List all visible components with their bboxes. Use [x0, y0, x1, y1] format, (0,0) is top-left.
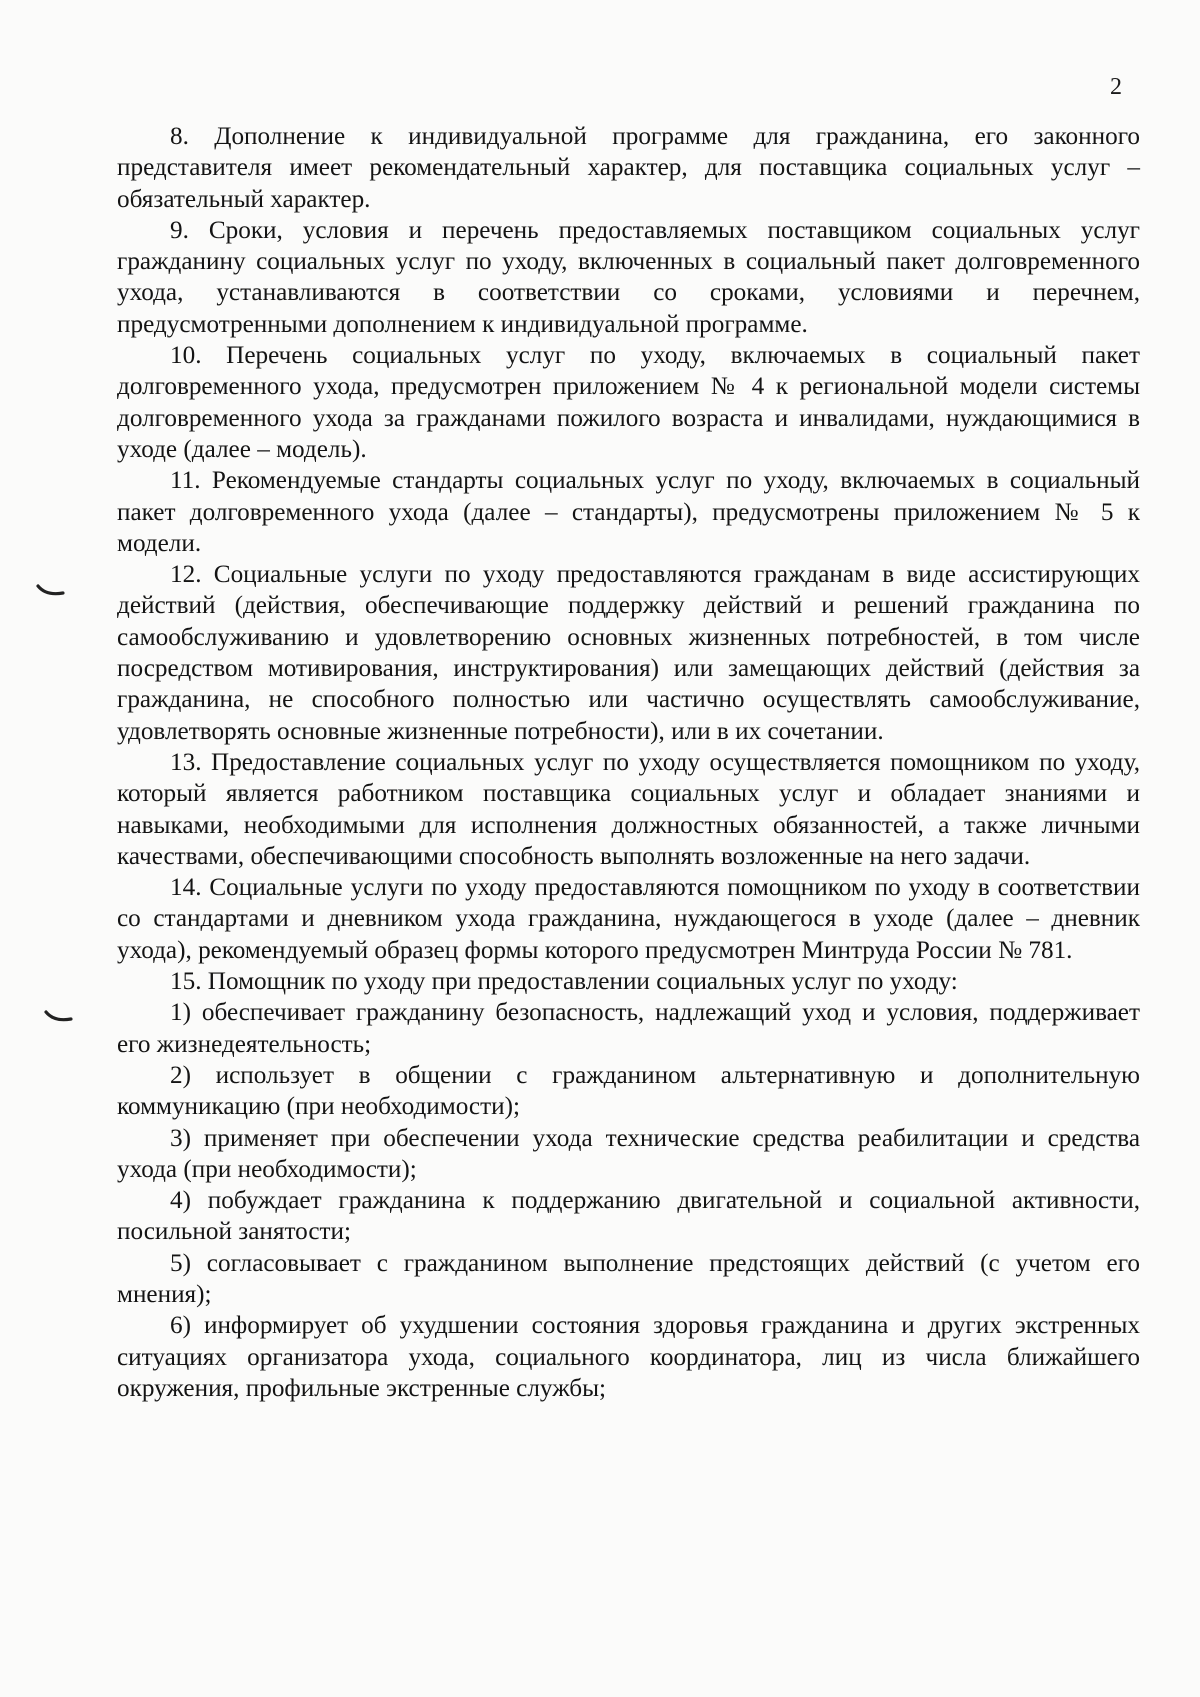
paragraph: 8. Дополнение к индивидуальной программе для гражданина, его законного представителя имеет рекомендательный характер, для поставщика социальных услуг – обязательный характер. [117, 123, 1140, 213]
list-item: 4) побуждает гражданина к поддержанию двигательной и социальной активности, посильной занятости; [117, 1187, 1140, 1246]
margin-mark [36, 584, 66, 598]
list-item: 1) обеспечивает гражданину безопасность, надлежащий уход и условия, поддерживает его жизнедеятельность; [117, 999, 1140, 1058]
paragraph: 12. Социальные услуги по уходу предоставляются гражданам в виде ассистирующих действий (действия, обеспечивающие поддержку действий и решений гражданина по самообслуживанию и удовлетворению основных жизненных потребностей, в том числе посредством мотивирования, инструктирования) или замещающих действий (действия за гражданина, не способного полностью или частично осуществлять самообслуживание, удовлетворять основные жизненные потребности), или в их сочетании. [117, 561, 1140, 745]
paragraph: 9. Сроки, условия и перечень предоставляемых поставщиком социальных услуг гражданину социальных услуг по уходу, включенных в социальный пакет долговременного ухода, устанавливаются в соответствии со сроками, условиями и перечнем, предусмотренными дополнением к индивидуальной программе. [117, 216, 1140, 338]
paragraph: 10. Перечень социальных услуг по уходу, включаемых в социальный пакет долговременного ухода, предусмотрен приложением № 4 к региональной модели системы долговременного ухода за гражданами пожилого возраста и инвалидами, нуждающимися в уходе (далее – модель). [117, 342, 1140, 463]
paragraph: 14. Социальные услуги по уходу предоставляются помощником по уходу в соответствии со стандартами и дневником ухода гражданина, нуждающегося в уходе (далее – дневник ухода), рекомендуемый образец формы которого предусмотрен Минтруда России № 781. [117, 874, 1140, 964]
page-number: 2 [1110, 74, 1122, 100]
list-item: 3) применяет при обеспечении ухода технические средства реабилитации и средства ухода (при необходимости); [117, 1124, 1140, 1183]
margin-mark [44, 1010, 74, 1024]
paragraph: 13. Предоставление социальных услуг по уходу осуществляется помощником по уходу, который является работником поставщика социальных услуг и обладает знаниями и навыками, необходимыми для исполнения должностных обязанностей, а также личными качествами, обеспечивающими способность выполнять возложенные на него задачи. [117, 748, 1140, 870]
document-body [117, 121, 1140, 1404]
list-item: 6) информирует об ухудшении состояния здоровья гражданина и других экстренных ситуациях организатора ухода, социального координатора, лиц из числа ближайшего окружения, профильные экстренные службы; [117, 1312, 1140, 1402]
list-item: 2) использует в общении с гражданином альтернативную и дополнительную коммуникацию (при необходимости); [117, 1061, 1140, 1121]
paragraph: 15. Помощник по уходу при предоставлении социальных услуг по уходу: [170, 968, 958, 996]
list-item: 5) согласовывает с гражданином выполнение предстоящих действий (с учетом его мнения); [117, 1249, 1140, 1308]
paragraph: 11. Рекомендуемые стандарты социальных услуг по уходу, включаемых в социальный пакет долговременного ухода (далее – стандарты), предусмотрены приложением № 5 к модели. [117, 467, 1140, 557]
